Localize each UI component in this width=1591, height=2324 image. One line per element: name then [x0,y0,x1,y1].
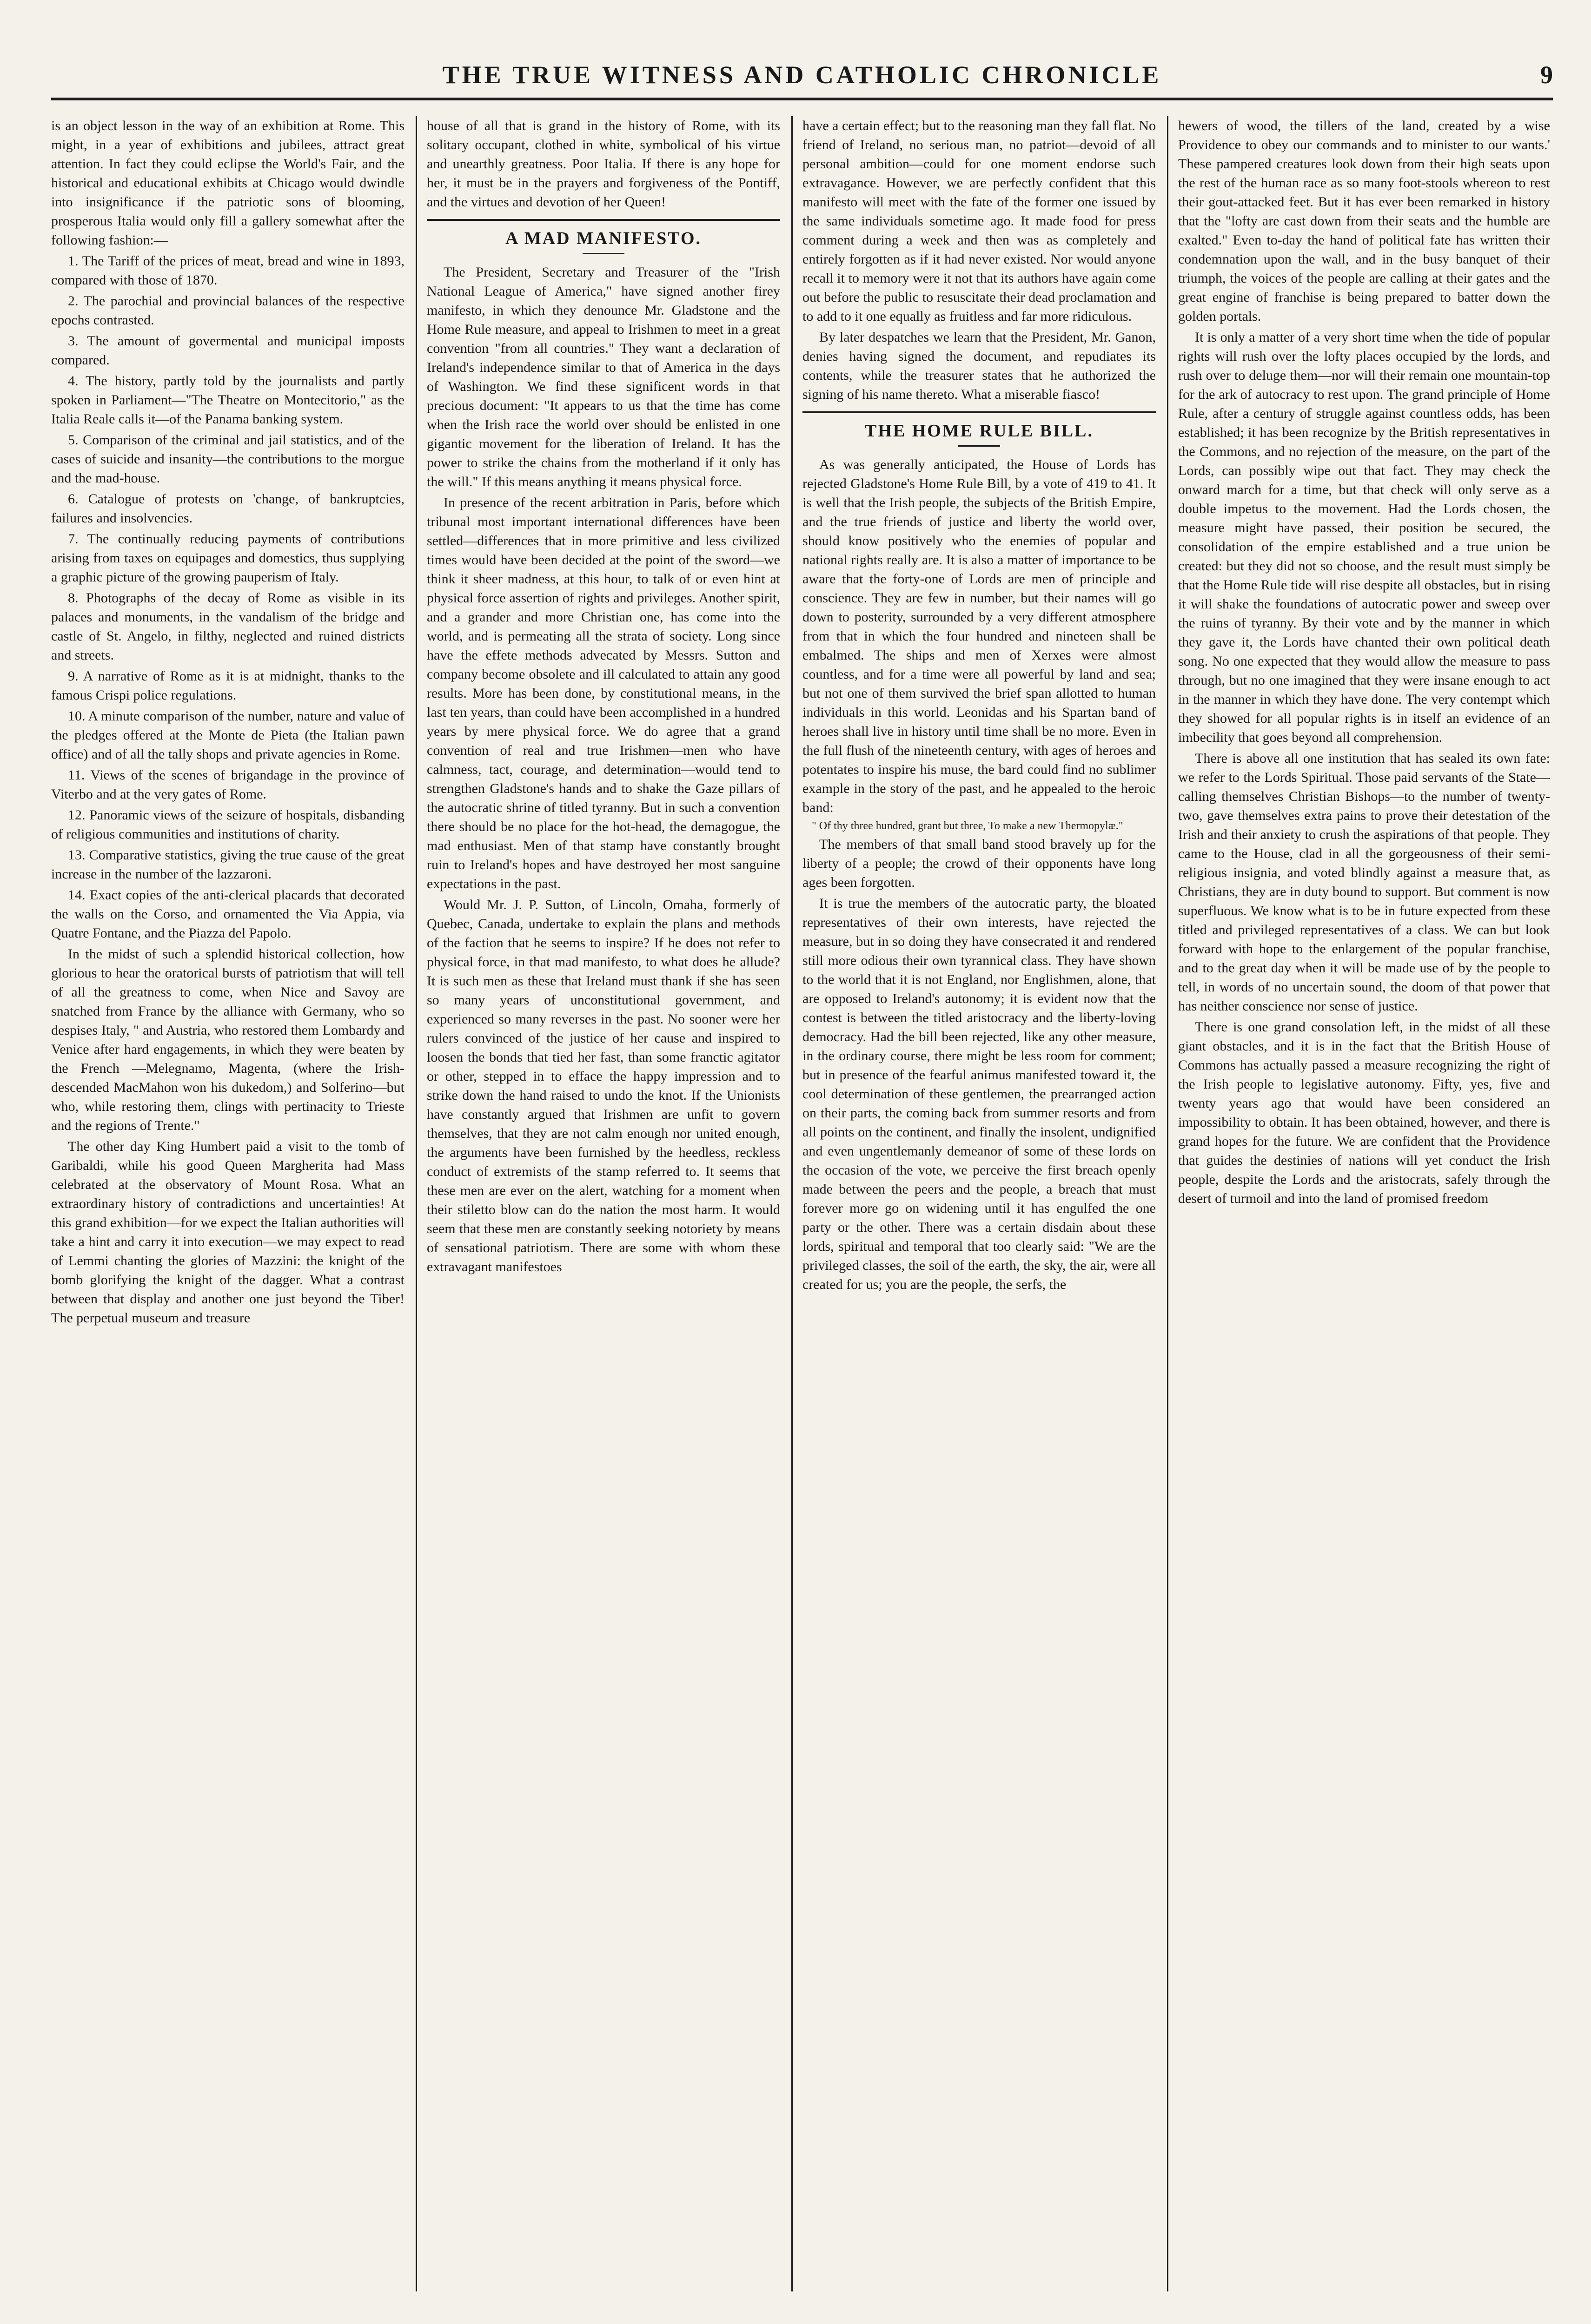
column-rule [416,116,417,2291]
article-paragraph: house of all that is grand in the history of Rome, with its solitary occupant, clothed in white, symbolical of his virtue and unearthly greatness. Poor Italia. If there is any hope for her, it must be in the prayers and forgiveness of the Pontiff, and the virtues and devotion of her Queen! [427,118,780,210]
column-4 [1178,116,1550,2291]
list-item: 9. A narrative of Rome as it is at midnight, thanks to the famous Crispi police regulations. [51,668,404,703]
article-paragraph: The other day King Humbert paid a visit to the tomb of Garibaldi, while his good Queen Margherita had Mass celebrated at the observatory of Mount Rosa. What an extraordinary history of contradictions and uncertainties! At this grand exhibition—for we expect the Italian authorities will take a hint and carry it into execution—we may expect to read of Lemmi chanting the glories of Mazzini: the knight of the bomb glorifying the knight of the dagger. What a contrast between that display and another one just beyond the Tiber! The perpetual museum and treasure [51,1139,404,1326]
list-item: 13. Comparative statistics, giving the true cause of the great increase in the number of the lazzaroni. [51,847,404,882]
article-paragraph: is an object lesson in the way of an exhibition at Rome. This might, in a year of exhibitions and jubilees, attract great attention. In fact they could eclipse the World's Fair, and the historical and educational exhibits at Chicago would dwindle into insignificance if the patriotic sons of blooming, prosperous Italia would only fill a gallery somewhat after the following fashion:— [51,118,404,248]
list-item: 8. Photographs of the decay of Rome as visible in its palaces and monuments, in the vandalism of the bridge and castle of St. Angelo, in filthy, neglected and ruined districts and streets. [51,590,404,663]
section-heading: A MAD MANIFESTO. [505,229,702,248]
masthead-title: THE TRUE WITNESS AND CATHOLIC CHRONICLE [442,61,1162,89]
article-paragraph: It is only a matter of a very short time when the tide of popular rights will rush over the lofty places occupied by the lords, and rush over to deluge them—nor will their remain one mountain-top for the ark of autocracy to rest upon. The grand principle of Home Rule, after a century of struggle against countless odds, has been established; it has been recognize by the British representatives in the Commons, and no rejection of the measure, on the part of the Lords, can possibly wipe out that fact. They may check the onward march for a time, but that check will only serve as a double impetus to the movement. Had the Lords chosen, the measure might have passed, their position be secured, the consolidation of the empire established and a true union be created: but they did not so choose, and the result must simply be that the Home Rule tide will rise despite all obstacles, but in rising it will shake the foundations of autocratic power and sweep over the ruins of tyranny. By their vote and by the manner in which they gave it, the Lords have chanted their own political death song. No one expected that they would allow the measure to pass through, but no one imagined that they were insane enough to act in the manner in which they have done. The very contempt which they showed for all popular rights is in itself an evidence of an imbecility that goes beyond all comprehension. [1178,330,1550,745]
column-1 [51,116,404,2291]
list-item: 4. The history, partly told by the journalists and partly spoken in Parliament—"The Theatre on Montecitorio," as the Italia Reale calls it—of the Panama banking system. [51,373,404,427]
article-paragraph: It is true the members of the autocratic party, the bloated representatives of their own interests, have rejected the measure, but in so doing they have consecrated it and rendered still more odious their own tyrannical class. They have shown to the world that it is not England, nor Englishmen, alone, that are opposed to Ireland's autonomy; it is evident now that the contest is between the titled aristocracy and the liberty-loving democracy. Had the bill been rejected, like any other measure, in the ordinary course, there might be less room for comment; but in presence of the fearful animus manifested toward it, the cool determination of these gentlemen, the prearranged action on their parts, the coming back from summer resorts and from all points on the continent, and finally the insolent, undignified and even ungentlemanly demeanor of some of these lords on the occasion of the vote, we perceive the first breach openly made between the peers and the people, a breach that must forever more go on widening until it has engulfed the one party or the other. There was a certain disdain about these lords, spiritual and temporal that too clearly said: "We are the privileged classes, the soil of the earth, the sky, the air, were all created for us; you are the people, the serfs, the [802,896,1156,1292]
list-item: 5. Comparison of the criminal and jail statistics, and of the cases of suicide and insanity—the contributions to the morgue and the mad-house. [51,432,404,486]
article-paragraph: There is above all one institution that has sealed its own fate: we refer to the Lords Spiritual. Those paid servants of the State—calling themselves Christian Bishops—to the number of twenty-two, gave themselves extra pains to prove their detestation of the Irish and their anxiety to crush the aspirations of that people. They came to the House, clad in all the gorgeousness of their semi-religious insignia, and voted blindly against a measure that, as Christians, they are in duty bound to support. But comment is now superfluous. We know what is to be in future expected from these titled and privileged representatives of a class. We can but look forward with hope to the enlargement of the popular franchise, and to the great day when it will be made use of by the people to tell, in words of no uncertain sound, the doom of that power that has neither conscience nor sense of justice. [1178,751,1550,1014]
list-item: 12. Panoramic views of the seizure of hospitals, disbanding of religious communities and institutions of charity. [51,807,404,842]
article-paragraph: hewers of wood, the tillers of the land, created by a wise Providence to obey our commands and to minister to our wants.' These pampered creatures look down from their high seats upon the rest of the human race as so many foot-stools whereon to rest their gout-attacked feet. But it has ever been remarked in history that the "lofty are cast down from their seats and the humble are exalted." Even to-day the hand of political fate has written their condemnation upon the wall, and in the busy banquet of their triumph, the voices of the people are calling at their gates and the great engine of franchise is being prepared to batter down the golden portals. [1178,118,1550,324]
article-paragraph: In the midst of such a splendid historical collection, how glorious to hear the oratorical bursts of patriotism that will tell of all the greatness to come, when Nice and Savoy are snatched from France by the alliance with Germany, who so despises Italy, " and Austria, who restored them Lombardy and Venice after hard engagements, in which they were beaten by the French —Melegnamo, Magenta, (where the Irish-descended MacMahon won his dukedom,) and Solferino—but who, while restoring them, clings with pertinacity to Trieste and the regions of Trente." [51,946,404,1133]
section-divider [802,411,1156,413]
masthead [51,60,1553,100]
list-item: 2. The parochial and provincial balances of the respective epochs contrasted. [51,293,404,328]
heading-underline [583,253,624,254]
article-paragraph: As was generally anticipated, the House of Lords has rejected Gladstone's Home Rule Bill, by a vote of 419 to 41. It is well that the Irish people, the subjects of the British Empire, and the true friends of justice and liberty the world over, should know positively who the enemies of popular and national rights really are. It is also a matter of importance to be aware that the forty-one of Lords are men of principle and conscience. They are few in number, but their names will go down to posterity, surrounded by a very different atmosphere from that in which the four hundred and nineteen shall be embalmed. The ships and men of Xerxes were almost countless, and for a time were all powerful by land and sea; but not one of them survived the brief span allotted to human individuals in this world. Leonidas and his Spartan band of heroes shall live in history until time shall be no more. Even in the full flush of the nineteenth century, with ages of heroes and potentates to inspire his muse, the bard could find no sublimer example in the story of the past, and he appealed to the heroic band: [802,457,1156,815]
article-paragraph: Would Mr. J. P. Sutton, of Lincoln, Omaha, formerly of Quebec, Canada, undertake to explain the plans and methods of the faction that he seems to inspire? If he does not refer to physical force, in that mad manifesto, to what does he allude? It is such men as these that Ireland must thank if she has seen so many years of unconstitutional government, and experienced so many reverses in the past. No sooner were her rulers convinced of the justice of her cause and inspired to loosen the bonds that tied her fast, than some franctic agitator or other, stepped in to efface the happy impression and to strike down the hand raised to undo the knot. If the Unionists have constantly argued that Irishmen are unfit to govern themselves, that they are not calm enough nor united enough, the arguments have been furnished by the heedless, reckless conduct of extremists of the stamp referred to. It seems that these men are ever on the alert, watching for a moment when their stiletto blow can do the nation the most harm. It would seem that these men are constantly seeking notoriety by means of sensational patriotism. There are some with whom these extravagant manifestoes [427,897,780,1274]
section-divider [427,219,780,221]
list-item: 7. The continually reducing payments of contributions arising from taxes on equipages and domestics, thus supplying a graphic picture of the growing pauperism of Italy. [51,531,404,585]
heading-underline [958,445,1000,447]
list-item: 10. A minute comparison of the number, nature and value of the pledges offered at the Monte de Pieta (the Italian pawn office) and of all the tally shops and private agencies in Rome. [51,708,404,762]
article-paragraph: The President, Secretary and Treasurer of the "Irish National League of America," have signed another firey manifesto, in which they denounce Mr. Gladstone and the Home Rule measure, and appeal to Irishmen to meet in a great convention "from all countries." They want a declaration of Ireland's independence similar to that of America in the days of Washington. We find these significent words in that precious document: "It appears to us that the time has come when the Irish race the world over should be enlisted in one gigantic movement for the liberation of Ireland. It has the power to strike the chains from the motherland if it only has the will." If this means anything it means physical force. [427,264,780,489]
column-rule [791,116,793,2291]
article-paragraph: In presence of the recent arbitration in Paris, before which tribunal most important international differences have been settled—differences that in more primitive and less civilized times would have been decided at the point of the sword—we think it sheer madness, at this hour, to talk of or even hint at physical force assertion of rights and privileges. Another spirit, and a grander and more Christian one, has come into the world, and is permeating all the strata of society. Long since have the effete methods advecated by Messrs. Sutton and company become obsolete and ill calculated to attain any good results. More has been done, by constitutional means, in the last ten years, than could have been accomplished in a hundred years by mere physical force. We do agree that a grand convention of real and true Irishmen—men who have calmness, tact, courage, and determination—would tend to strengthen Gladstone's hands and to shake the Gaze pillars of the autocratic shrine of titled tyranny. But in such a convention there should be no place for the hot-head, the demagogue, the mad enthusiast. Men of that stamp have constantly brought ruin to Ireland's hopes and have destroyed her most sanguine expectations in the past. [427,495,780,891]
article-paragraph: have a certain effect; but to the reasoning man they fall flat. No friend of Ireland, no serious man, no patriot—devoid of all personal ambition—could for one moment endorse such extravagance. However, we are perfectly confident that this manifesto will meet with the fate of the former one issued by the same individuals sometime ago. It made food for press comment during a week and then was as completely and entirely forgotten as if it had never existed. Nor would anyone recall it to memory were it not that its authors have again come out before the public to resuscitate their dead proclamation and to add to it one equally as fruitless and far more ridiculous. [802,118,1156,324]
column-3 [802,116,1156,2291]
article-paragraph: The members of that small band stood bravely up for the liberty of a people; the crowd of their opponents have long ages been forgotten. [802,837,1156,890]
list-item: 11. Views of the scenes of brigandage in the province of Viterbo and at the very gates of Rome. [51,767,404,802]
list-item: 3. The amount of govermental and municipal imposts compared. [51,333,404,368]
list-item: 1. The Tariff of the prices of meat, bread and wine in 1893, compared with those of 1870. [51,253,404,288]
list-item: 6. Catalogue of protests on 'change, of bankruptcies, failures and insolvencies. [51,491,404,526]
section-heading: THE HOME RULE BILL. [865,421,1094,441]
article-paragraph: There is one grand consolation left, in the midst of all these giant obstacles, and it is in the fact that the British House of Commons has actually passed a measure recognizing the right of the Irish people to legislative autonomy. Fifty, yes, five and twenty years ago that would have been considered an impossibility to obtain. It has been obtained, however, and there is grand hopes for the future. We are confident that the Providence that guides the destinies of nations will yet conduct the Irish people, despite the Lords and the aristocrats, safely through the desert of turmoil and into the land of promised freedom [1178,1019,1550,1206]
list-item: 14. Exact copies of the anti-clerical placards that decorated the walls on the Corso, and ornamented the Via Appia, via Quatre Fontane, and the Piazza del Papolo. [51,887,404,941]
verse-quote: " Of thy three hundred, grant but three, To make a new Thermopylæ." [812,820,1123,832]
column-rule [1167,116,1168,2291]
article-paragraph: By later despatches we learn that the President, Mr. Ganon, denies having signed the document, and repudiates its contents, while the treasurer states that he authorized the signing of his name thereto. What a miserable fiasco! [802,330,1156,402]
page-number: 9 [1540,61,1553,89]
column-2 [427,116,780,2291]
